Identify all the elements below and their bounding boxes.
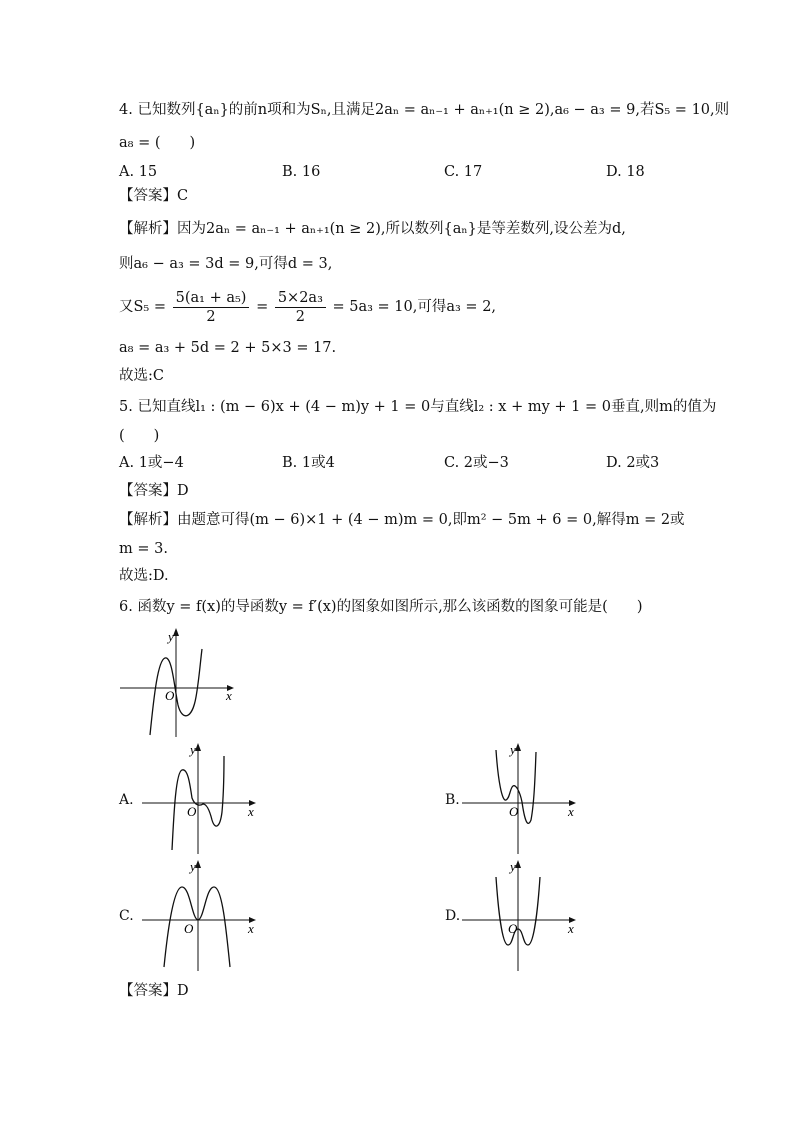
q4-solution-line3 bbox=[119, 288, 496, 326]
q4-option-b: B. 16 bbox=[282, 164, 321, 180]
q4-solution-line1: 【解析】因为2aₙ = aₙ₋₁ + aₙ₊₁(n ≥ 2),所以数列{aₙ}是等差数列,设公差为d, bbox=[119, 221, 626, 237]
q6-option-a-label: A. bbox=[119, 792, 134, 808]
q6-c-origin: O bbox=[184, 921, 194, 936]
q5-choice: 故选:D. bbox=[119, 568, 169, 584]
q6-a-y-label: y bbox=[190, 742, 196, 757]
q6-derivative-origin: O bbox=[165, 688, 175, 703]
q6-a-origin: O bbox=[187, 804, 197, 819]
q5-solution-line2: m = 3. bbox=[119, 541, 168, 557]
q6-d-x-label: x bbox=[568, 921, 574, 936]
q6-a-x-label: x bbox=[248, 804, 254, 819]
q6-option-a-graph bbox=[140, 740, 260, 858]
q6-derivative-graph bbox=[118, 625, 238, 740]
q6-d-origin: O bbox=[508, 921, 518, 936]
q5-option-b: B. 1或4 bbox=[282, 455, 335, 471]
q4-fraction-2-num: 5×2a₃ bbox=[275, 289, 326, 308]
q4-stem-line1: 4. 已知数列{aₙ}的前n项和为Sₙ,且满足2aₙ = aₙ₋₁ + aₙ₊₁(n ≥ 2),a₆ − a₃ = 9,若S₅ = 10,则 bbox=[119, 102, 730, 118]
q6-option-c-label: C. bbox=[119, 908, 134, 924]
q4-fraction-1-den: 2 bbox=[206, 308, 216, 325]
q6-c-x-label: x bbox=[248, 921, 254, 936]
q4-fraction-2 bbox=[275, 289, 326, 326]
q4-solution-line4: a₈ = a₃ + 5d = 2 + 5×3 = 17. bbox=[119, 340, 337, 356]
q4-option-a: A. 15 bbox=[119, 164, 158, 180]
q5-solution-line1: 【解析】由题意可得(m − 6)×1 + (4 − m)m = 0,即m² − 5m + 6 = 0,解得m = 2或 bbox=[119, 512, 685, 528]
q6-d-y-label: y bbox=[510, 859, 516, 874]
q6-option-d-graph bbox=[460, 857, 580, 975]
q5-option-c: C. 2或−3 bbox=[444, 455, 509, 471]
q5-answer: 【答案】D bbox=[119, 483, 189, 499]
q4-fraction-1-num: 5(a₁ + a₅) bbox=[173, 289, 250, 308]
q4-stem-line2: a₈ = ( ) bbox=[119, 135, 196, 151]
q4-sol3-suffix: = 5a₃ = 10,可得a₃ = 2, bbox=[332, 299, 497, 315]
q4-option-c: C. 17 bbox=[444, 164, 483, 180]
q4-sol3-prefix: 又S₅ = bbox=[119, 299, 167, 315]
q6-b-x-label: x bbox=[568, 804, 574, 819]
q6-option-d-label: D. bbox=[445, 908, 461, 924]
q4-sol3-equals: = bbox=[256, 299, 269, 315]
q4-fraction-2-den: 2 bbox=[295, 308, 305, 325]
q6-stem: 6. 函数y = f(x)的导函数y = f′(x)的图象如图所示,那么该函数的图象可能是( ) bbox=[119, 599, 643, 615]
q6-derivative-x-label: x bbox=[226, 688, 232, 703]
q6-c-y-label: y bbox=[190, 859, 196, 874]
q6-answer: 【答案】D bbox=[119, 983, 189, 999]
q5-stem-line2: ( ) bbox=[119, 428, 160, 444]
q6-option-c-graph bbox=[140, 857, 260, 975]
q6-option-b-graph bbox=[460, 740, 580, 858]
q6-b-y-label: y bbox=[510, 742, 516, 757]
q4-fraction-1 bbox=[173, 289, 250, 326]
q5-option-a: A. 1或−4 bbox=[119, 455, 184, 471]
q6-derivative-y-label: y bbox=[168, 629, 174, 644]
q4-answer: 【答案】C bbox=[119, 188, 189, 204]
q6-b-origin: O bbox=[509, 804, 519, 819]
q5-stem-line1: 5. 已知直线l₁ : (m − 6)x + (4 − m)y + 1 = 0与直线l₂ : x + my + 1 = 0垂直,则m的值为 bbox=[119, 399, 717, 415]
q4-solution-line2: 则a₆ − a₃ = 3d = 9,可得d = 3, bbox=[119, 256, 333, 272]
q4-choice: 故选:C bbox=[119, 368, 164, 384]
q4-option-d: D. 18 bbox=[606, 164, 645, 180]
q6-option-b-label: B. bbox=[445, 792, 460, 808]
q5-option-d: D. 2或3 bbox=[606, 455, 660, 471]
